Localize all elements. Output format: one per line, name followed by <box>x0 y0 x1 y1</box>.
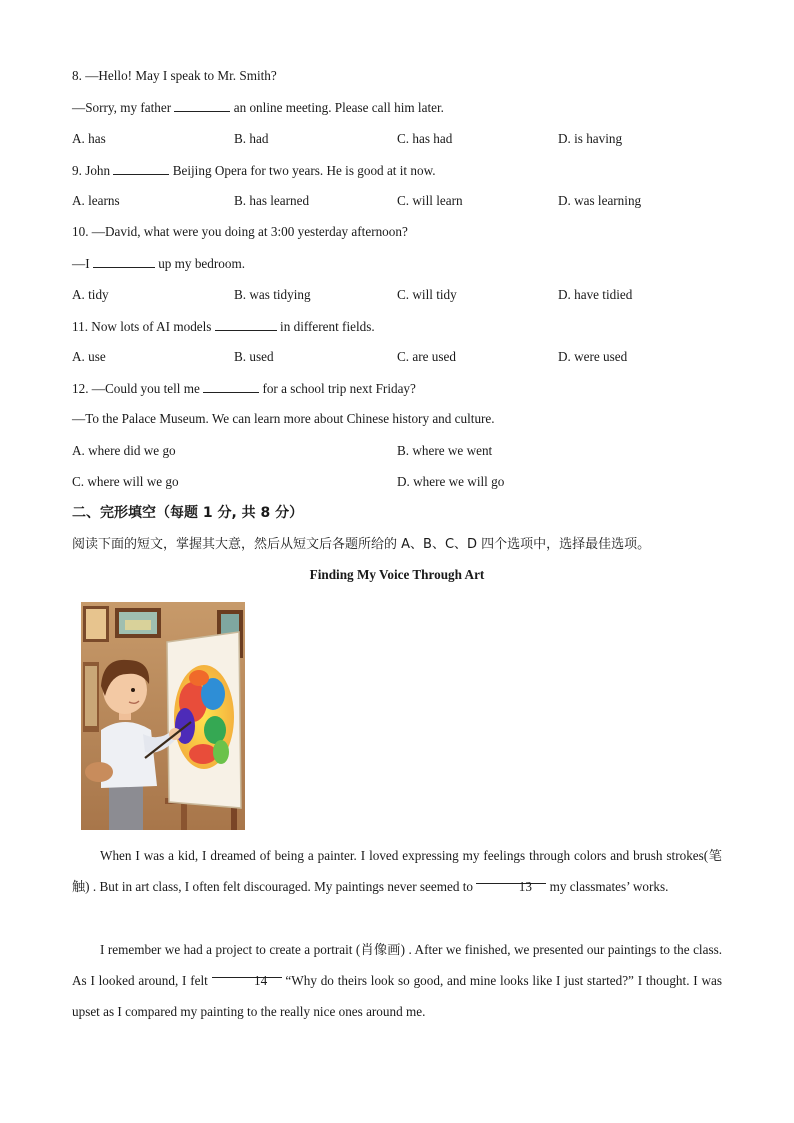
question-9-text-after: Beijing Opera for two years. He is good at it now. <box>169 163 436 178</box>
question-10-option-d[interactable]: D. have tidied <box>558 287 633 302</box>
question-10-prompt <box>72 224 408 240</box>
question-12-option-c[interactable]: C. where will we go <box>72 474 179 489</box>
question-9-prompt <box>72 162 436 179</box>
question-12-text-before: 12. —Could you tell me <box>72 381 204 396</box>
paragraph-1-text-before: When I was a kid, I dreamed of being a painter. I loved expressing my feelings through colors and brush strokes(笔触) . But in art class, I often felt discouraged. My paintings never seemed to <box>72 848 722 895</box>
passage-title: Finding My Voice Through Art <box>309 567 485 582</box>
question-8-response <box>72 99 444 116</box>
question-9-option-d[interactable]: D. was learning <box>558 193 642 208</box>
question-11-option-d[interactable]: D. were used <box>558 349 628 364</box>
question-10-text-before: —I <box>72 256 93 271</box>
question-8-line1: 8. —Hello! May I speak to Mr. Smith? <box>72 68 277 83</box>
question-12-prompt <box>72 380 416 397</box>
question-11-blank[interactable] <box>215 318 277 331</box>
question-9-blank[interactable] <box>113 162 169 175</box>
question-8-prompt <box>72 68 277 84</box>
paragraph-2-text-after: “Why do theirs look so good, and mine looks like I just started?” I thought. I was upset as I compared my painting to the really nice ones around me. <box>72 973 722 1020</box>
question-10-text-after: up my bedroom. <box>154 256 245 271</box>
question-12-blank[interactable] <box>203 380 259 393</box>
question-12-option-d[interactable]: D. where we will go <box>397 474 505 489</box>
question-9-option-a[interactable]: A. learns <box>72 193 120 208</box>
question-8-option-d[interactable]: D. is having <box>558 131 623 146</box>
question-10-line1: 10. —David, what were you doing at 3:00 yesterday afternoon? <box>72 224 408 239</box>
question-11-prompt <box>72 318 375 335</box>
paragraph-2-text-before: I remember we had a project to create a portrait (肖像画) . After we finished, we presented our paintings to the class. As I looked around, I felt <box>72 942 722 989</box>
question-8-option-c[interactable]: C. has had <box>397 131 453 146</box>
question-11-text-after: in different fields. <box>276 319 375 334</box>
question-11-option-a[interactable]: A. use <box>72 349 106 364</box>
question-10-option-c[interactable]: C. will tidy <box>397 287 457 302</box>
section-instruction: 阅读下面的短文，掌握其大意，然后从短文后各题所给的 A、B、C、D 四个选项中，选择最佳选项。 <box>72 537 651 552</box>
passage-paragraph-1 <box>72 840 722 902</box>
question-8-blank[interactable] <box>174 99 230 112</box>
question-11-option-b[interactable]: B. used <box>234 349 274 364</box>
question-12-option-b[interactable]: B. where we went <box>397 443 493 458</box>
question-9-option-c[interactable]: C. will learn <box>397 193 463 208</box>
question-10-option-a[interactable]: A. tidy <box>72 287 109 302</box>
question-8-option-b[interactable]: B. had <box>234 131 269 146</box>
question-9-option-b[interactable]: B. has learned <box>234 193 310 208</box>
question-10-option-b[interactable]: B. was tidying <box>234 287 311 302</box>
question-8-text-after: an online meeting. Please call him later. <box>230 100 444 115</box>
question-8-option-a[interactable]: A. has <box>72 131 106 146</box>
question-12-text-after: for a school trip next Friday? <box>259 381 416 396</box>
question-8-text-before: —Sorry, my father <box>72 100 175 115</box>
boy-painting-illustration <box>81 602 245 830</box>
question-10-response <box>72 255 245 272</box>
cloze-blank-14-number: 14 <box>254 973 268 989</box>
cloze-blank-13-number: 13 <box>518 879 532 895</box>
cloze-blank-13[interactable] <box>476 871 546 895</box>
question-11-text-before: 11. Now lots of AI models <box>72 319 215 334</box>
question-12-response: —To the Palace Museum. We can learn more about Chinese history and culture. <box>72 411 495 426</box>
section-heading: 二、完形填空（每题 1 分, 共 8 分） <box>72 505 304 521</box>
question-9-text-before: 9. John <box>72 163 114 178</box>
question-12-option-a[interactable]: A. where did we go <box>72 443 176 458</box>
paragraph-1-text-after: my classmates’ works. <box>546 879 669 895</box>
question-10-blank[interactable] <box>93 255 155 268</box>
passage-paragraph-2 <box>72 934 722 1028</box>
question-11-option-c[interactable]: C. are used <box>397 349 456 364</box>
cloze-blank-14[interactable] <box>212 965 282 989</box>
